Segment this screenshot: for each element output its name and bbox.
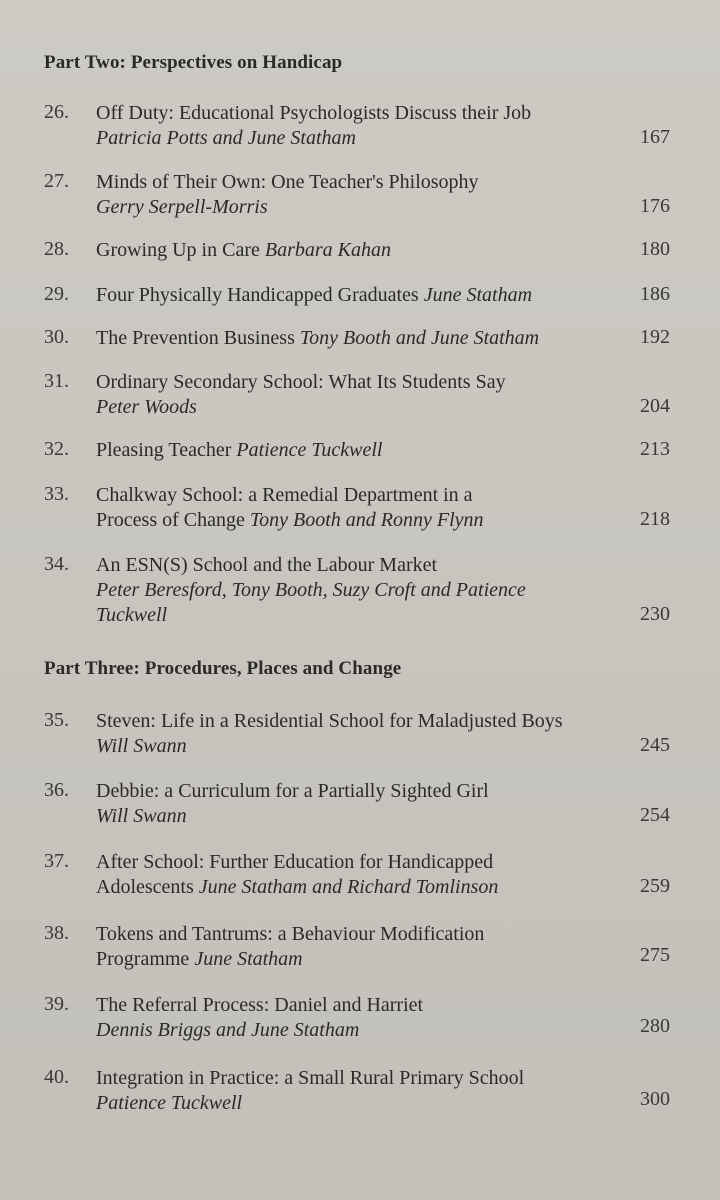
entry-number: 30.: [44, 326, 69, 348]
entry-number: 37.: [44, 850, 69, 872]
entry-page: 192: [640, 326, 670, 348]
entry-text: [96, 922, 541, 972]
entry-number: 28.: [44, 238, 69, 260]
entry-authors: Gerry Serpell-Morris: [96, 196, 268, 218]
entry-text: [96, 101, 616, 151]
entry-page: 280: [640, 1015, 670, 1037]
entry-authors: Tony Booth and June Statham: [299, 327, 540, 349]
entry-title: Steven: Life in a Residential School for Maladjusted Boys: [96, 710, 563, 732]
entry-title: Debbie: a Curriculum for a Partially Sighted Girl: [96, 780, 489, 802]
entry-page: 300: [640, 1088, 670, 1110]
entry-authors: Patricia Potts and June Statham: [96, 127, 356, 149]
entry-page: 186: [640, 283, 670, 305]
entry-title: Minds of Their Own: One Teacher's Philosophy: [96, 171, 479, 193]
entry-number: 31.: [44, 370, 69, 392]
entry-authors: Patience Tuckwell: [96, 1092, 243, 1114]
entry-number: 38.: [44, 922, 69, 944]
entry-authors: June Statham and Richard Tomlinson: [198, 876, 499, 898]
entry-authors: Patience Tuckwell: [236, 439, 383, 461]
entry-title: Integration in Practice: a Small Rural Primary School: [96, 1067, 525, 1089]
entry-page: 176: [640, 195, 670, 217]
entry-title: The Referral Process: Daniel and Harriet: [96, 994, 424, 1016]
entry-authors: June Statham: [423, 284, 533, 306]
entry-authors: June Statham: [194, 948, 303, 970]
entry-text: [96, 553, 536, 628]
entry-title: Tokens and Tantrums: a Behaviour Modification Programme: [96, 923, 485, 970]
entry-text: [96, 370, 616, 420]
entry-text: [96, 283, 616, 308]
entry-page: 204: [640, 395, 670, 417]
entry-number: 36.: [44, 779, 69, 801]
entry-number: 33.: [44, 483, 69, 505]
entry-number: 35.: [44, 709, 69, 731]
entry-title: After School: Further Education for Handicapped Adolescents: [96, 851, 494, 898]
entry-page: 218: [640, 508, 670, 530]
entry-authors: Peter Beresford, Tony Booth, Suzy Croft and Patience Tuckwell: [96, 579, 526, 626]
entry-text: [96, 779, 616, 829]
entry-title: Ordinary Secondary School: What Its Students Say: [96, 371, 506, 393]
entry-title: The Prevention Business: [96, 327, 295, 349]
entry-text: [96, 993, 616, 1043]
entry-text: [96, 438, 616, 463]
entry-authors: Tony Booth and Ronny Flynn: [249, 509, 484, 531]
entry-title: An ESN(S) School and the Labour Market: [96, 554, 438, 576]
entry-text: [96, 326, 616, 351]
entry-page: 245: [640, 734, 670, 756]
entry-page: 275: [640, 944, 670, 966]
entry-page: 180: [640, 238, 670, 260]
entry-title: Four Physically Handicapped Graduates: [96, 284, 419, 306]
entry-number: 39.: [44, 993, 69, 1015]
entry-text: [96, 170, 616, 220]
entry-number: 29.: [44, 283, 69, 305]
entry-authors: Will Swann: [96, 805, 187, 827]
entry-number: 32.: [44, 438, 69, 460]
entry-text: [96, 709, 566, 759]
entry-number: 34.: [44, 553, 69, 575]
entry-page: 230: [640, 603, 670, 625]
entry-text: [96, 238, 616, 263]
entry-authors: Barbara Kahan: [264, 239, 391, 261]
entry-text: [96, 850, 566, 900]
entry-title: Growing Up in Care: [96, 239, 260, 261]
entry-number: 26.: [44, 101, 69, 123]
entry-title: Chalkway School: a Remedial Department in a Process of Change: [96, 484, 473, 531]
part-heading: Part Two: Perspectives on Handicap: [44, 52, 343, 73]
entry-page: 213: [640, 438, 670, 460]
entry-authors: Dennis Briggs and June Statham: [96, 1019, 360, 1041]
entry-page: 254: [640, 804, 670, 826]
entry-page: 259: [640, 875, 670, 897]
part-heading: Part Three: Procedures, Places and Change: [44, 658, 402, 679]
entry-text: [96, 1066, 616, 1116]
entry-authors: Peter Woods: [96, 396, 197, 418]
entry-title: Off Duty: Educational Psychologists Discuss their Job: [96, 102, 532, 124]
entry-title: Pleasing Teacher: [96, 439, 232, 461]
entry-authors: Will Swann: [96, 735, 187, 757]
entry-number: 40.: [44, 1066, 69, 1088]
entry-number: 27.: [44, 170, 69, 192]
entry-page: 167: [640, 126, 670, 148]
entry-text: [96, 483, 526, 533]
